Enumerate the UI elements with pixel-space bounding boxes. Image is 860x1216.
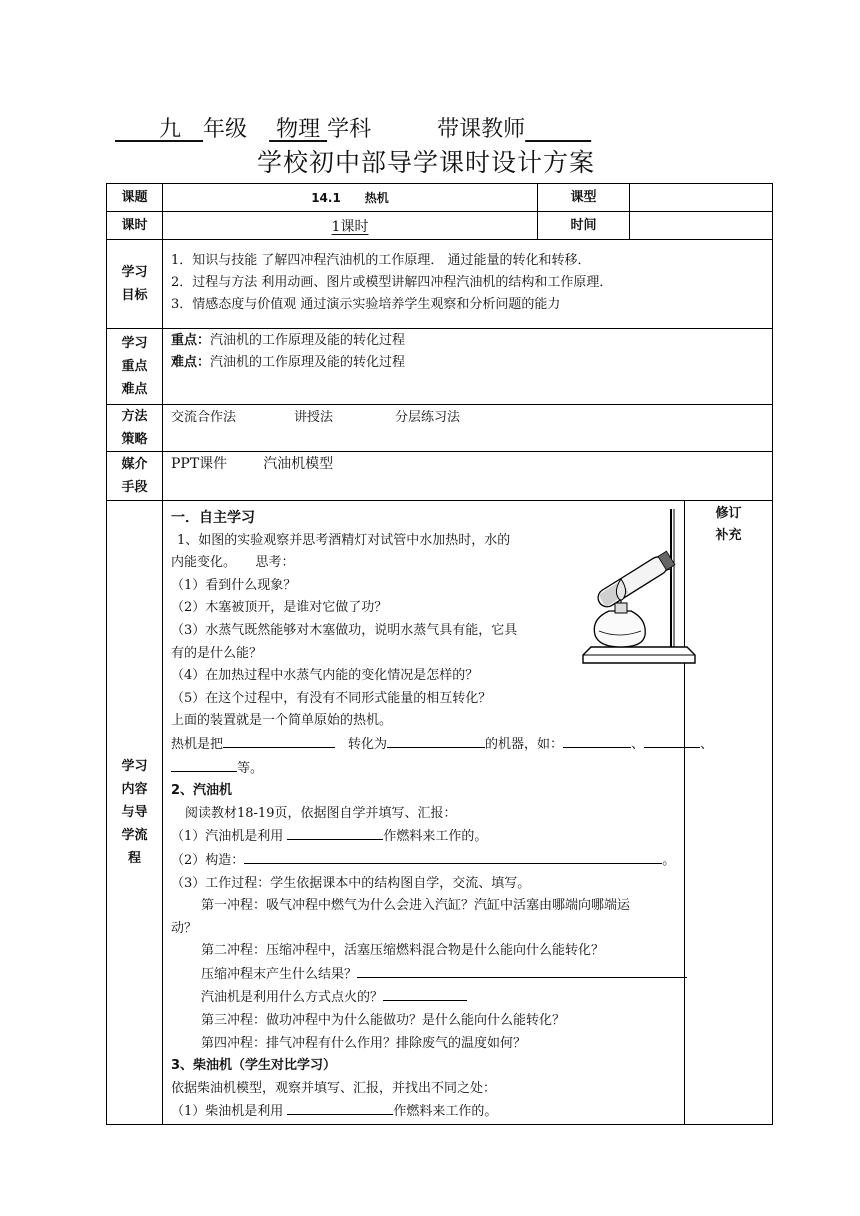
content-label: 学习内容与导学流程 (107, 501, 163, 1125)
blank-example-3[interactable] (171, 757, 237, 772)
blank-example-2[interactable] (644, 733, 700, 748)
grade-value: 九 (159, 117, 182, 142)
difficult-label: 难点： (171, 355, 211, 370)
blank-compression-result[interactable] (357, 963, 687, 978)
lesson-plan-table (106, 183, 773, 1125)
period-label: 课时 (107, 212, 163, 240)
question-3b: 有的是什么能？ (171, 645, 263, 661)
time-label: 时间 (538, 212, 630, 240)
process-line: （3）工作过程：学生依据课本中的结构图自学，交流、填写。 (171, 875, 531, 891)
study-content (171, 507, 716, 1124)
method-label: 方法策略 (107, 405, 163, 452)
key-point-label: 重点： (171, 333, 211, 348)
device-note: 上面的装置就是一个简单原始的热机。 (171, 713, 393, 729)
question-2: （2）木塞被顶开，是谁对它做了功？ (171, 600, 388, 616)
goal-1: 1．知识与技能 了解四冲程汽油机的工作原理． 通过能量的转化和转移． (171, 253, 591, 268)
key-cell (163, 329, 773, 405)
blank-diesel-fuel[interactable] (287, 1100, 393, 1115)
stroke-1a: 第一冲程：吸气冲程中燃气为什么会进入汽缸？汽缸中活塞由哪端向哪端运 (201, 898, 631, 914)
type-label: 课型 (538, 184, 630, 212)
method-3: 分层练习法 (395, 410, 461, 425)
media-1: PPT课件 (171, 456, 228, 472)
subject-blank (269, 117, 327, 142)
header-line (115, 112, 591, 143)
topic-value: 14.1 热机 (163, 184, 538, 212)
question-3a: （3）水蒸气既然能够对木塞做功，说明水蒸气具有能，它具 (171, 622, 518, 638)
goal-2: 2．过程与方法 利用动画、图片或模型讲解四冲程汽油机的结构和工作原理． (171, 275, 613, 290)
method-cell (163, 405, 773, 452)
read-instruction: 阅读教材18-19页，依据图自学并填写、汇报： (185, 805, 457, 821)
question-4: （4）在加热过程中水蒸气内能的变化情况是怎样的？ (171, 668, 479, 684)
revise-label: 修订补充 (715, 506, 742, 543)
blank-gasoline-fuel[interactable] (287, 825, 383, 840)
difficult-text: 汽油机的工作原理及能的转化过程 (210, 355, 406, 370)
content-cell (163, 501, 714, 1125)
stroke-4: 第四冲程：排气冲程有什么作用？排除废气的温度如何？ (201, 1035, 527, 1051)
blank-example-1[interactable] (563, 733, 631, 748)
stroke-1b: 动？ (171, 920, 198, 936)
question-5: （5）在这个过程中，有没有不同形式能量的相互转化？ (171, 690, 492, 706)
media-2: 汽油机模型 (263, 456, 334, 472)
stroke-3: 第三冲程：做功冲程中为什么能做功？是什么能向什么能转化？ (201, 1013, 566, 1029)
section-2-title: 2、汽油机 (171, 783, 233, 799)
question-intro-1: 1、如图的实验观察并思考酒精灯对试管中水加热时，水的 (177, 532, 511, 548)
stroke-2: 第二冲程：压缩冲程中，活塞压缩燃料混合物是什么能向什么能转化？ (201, 943, 605, 959)
ignite-line: 汽油机是利用什么方式点火的？ (171, 986, 716, 1010)
media-label: 媒介手段 (107, 452, 163, 501)
question-intro-2: 内能变化。 思考： (171, 555, 295, 571)
blank-ignition[interactable] (383, 986, 467, 1001)
section-3-title: 3、柴油机（学生对比学习） (171, 1058, 337, 1074)
question-1: （1）看到什么现象？ (171, 577, 297, 593)
diesel-instruction: 依据柴油机模型，观察并填写、汇报，并找出不同之处： (171, 1080, 497, 1096)
blank-structure[interactable] (244, 849, 662, 864)
teacher-blank (525, 117, 591, 142)
page-title: 学校初中部导学课时设计方案 (257, 148, 596, 177)
method-1: 交流合作法 (171, 410, 237, 425)
subject-label: 学科 (327, 117, 372, 142)
blank-energy-to[interactable] (387, 733, 485, 748)
topic-label: 课题 (107, 184, 163, 212)
media-cell (163, 452, 773, 501)
blank-energy-from[interactable] (223, 733, 335, 748)
time-value[interactable] (630, 212, 773, 240)
structure-line: （2）构造： 。 (171, 849, 716, 873)
heat-engine-line: 热机是把 转化为 的机器，如： 、 、 (171, 733, 716, 757)
stroke-2-end-line: 压缩冲程末产生什么结果？ (171, 963, 716, 987)
grade-blank (115, 117, 203, 142)
grade-label: 年级 (203, 117, 248, 142)
period-value: 1课时 (331, 218, 369, 235)
diesel-fuel-line: （1）柴油机是利用 作燃料来工作的。 (171, 1100, 716, 1124)
type-value[interactable] (630, 184, 773, 212)
key-point-text: 汽油机的工作原理及能的转化过程 (210, 333, 406, 348)
goal-3: 3．情感态度与价值观 通过演示实验培养学生观察和分析问题的能力 (171, 297, 561, 312)
section-1-title: 一．自主学习 (171, 510, 255, 526)
subject-value: 物理 (276, 117, 321, 142)
teacher-label: 带课教师 (437, 117, 526, 142)
key-label: 学习重点难点 (107, 329, 163, 405)
gasoline-fuel-line: （1）汽油机是利用 作燃料来工作的。 (171, 825, 716, 849)
goals-label: 学习目标 (107, 240, 163, 329)
goals-cell (163, 240, 773, 329)
method-2: 讲授法 (294, 410, 334, 425)
heat-engine-line-2: 等。 (171, 757, 716, 781)
